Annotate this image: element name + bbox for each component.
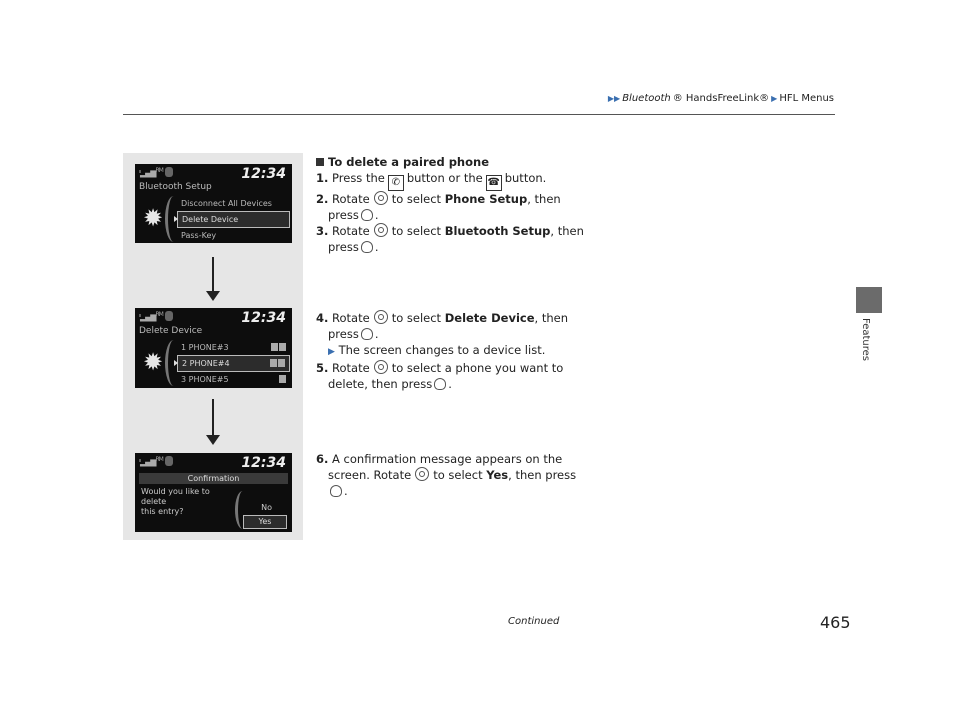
breadcrumb-item-bluetooth: Bluetooth xyxy=(622,93,671,104)
clock: 12:34 xyxy=(241,455,286,471)
step-6: 6. A confirmation message appears on the xyxy=(316,452,563,466)
device-list xyxy=(177,340,290,387)
flow-arrow xyxy=(205,399,221,445)
menu-item-delete-device[interactable]: Delete Device xyxy=(177,211,290,228)
phone-audio-icon xyxy=(271,343,286,351)
press-dial-icon xyxy=(330,485,342,497)
continued-label: Continued xyxy=(508,616,560,627)
bluetooth-icon xyxy=(165,167,173,177)
flow-arrow xyxy=(205,257,221,301)
pickup-icon: ☎ xyxy=(486,175,502,191)
breadcrumb xyxy=(608,93,834,104)
clock: 12:34 xyxy=(241,166,286,182)
section-tab xyxy=(856,287,882,313)
interface-dial-icon xyxy=(374,360,388,374)
screen-title: Bluetooth Setup xyxy=(139,182,212,192)
device-item-phone-5[interactable]: 3 PHONE#5 xyxy=(177,372,290,387)
bullet-square-icon xyxy=(316,158,324,166)
breadcrumb-arrow-icon: ▶▶ xyxy=(607,94,621,103)
dialog-title: Confirmation xyxy=(139,473,288,484)
section-label: Features xyxy=(860,318,871,361)
instructions-block-2: 4. Rotate to select Delete Device, then press . ▶ The screen changes to a device list. 5. Rotate to select a phone you want to delete, then press . xyxy=(316,310,576,392)
instructions-block-1: To delete a paired phone 1. Press the ✆ button or the ☎ button. 2. Rotate to select Phone Setup, then press . 3. Rotate to select Bluetooth Setup, then press . xyxy=(316,155,584,254)
menu-item-pass-key[interactable]: Pass-Key xyxy=(181,231,217,240)
press-dial-icon xyxy=(361,328,373,340)
signal-icon: ᴵᴵ▂▄▆$^{RM}$ xyxy=(139,456,163,467)
step-4-result: ▶ The screen changes to a device list. xyxy=(328,343,546,357)
phone-icon xyxy=(279,375,286,383)
step-2: 2. Rotate to select Phone Setup, then xyxy=(316,192,561,206)
press-dial-icon xyxy=(434,378,446,390)
phone-audio-icon xyxy=(270,359,285,367)
signal-icon: ᴵᴵ▂▄▆$^{RM}$ xyxy=(139,311,163,322)
menu-list xyxy=(177,196,290,243)
step-3: 3. Rotate to select Bluetooth Setup, then xyxy=(316,224,584,238)
step-5: 5. Rotate to select a phone you want to xyxy=(316,361,564,375)
result-arrow-icon: ▶ xyxy=(328,347,335,357)
dialog-message: Would you like to delete this entry? xyxy=(141,487,210,516)
menu-item-disconnect-all[interactable]: Disconnect All Devices xyxy=(181,199,272,208)
interface-dial-icon xyxy=(374,191,388,205)
clock: 12:34 xyxy=(241,310,286,326)
bluetooth-icon xyxy=(165,456,173,466)
yes-option[interactable]: Yes xyxy=(243,515,287,529)
screen-title: Delete Device xyxy=(139,326,203,336)
interface-dial-icon xyxy=(374,223,388,237)
gear-icon: ✹ xyxy=(143,204,164,232)
settings-graphic xyxy=(135,338,175,387)
no-option[interactable]: No xyxy=(261,503,272,512)
screen-bluetooth-setup xyxy=(135,164,292,243)
settings-graphic xyxy=(135,194,175,243)
screen-delete-device xyxy=(135,308,292,388)
press-dial-icon xyxy=(361,241,373,253)
device-item-phone-3[interactable]: 1 PHONE#3 xyxy=(177,340,290,355)
step-1: 1. Press the ✆ button or the ☎ button. xyxy=(316,170,576,191)
interface-dial-icon xyxy=(415,467,429,481)
instructions-block-3: 6. A confirmation message appears on the screen. Rotate to select Yes, then press . xyxy=(316,452,577,498)
press-dial-icon xyxy=(361,209,373,221)
breadcrumb-arrow-icon: ▶ xyxy=(771,94,778,103)
signal-icon: ᴵᴵ▂▄▆$^{RM}$ xyxy=(139,167,163,178)
breadcrumb-item-hfl-menus: HFL Menus xyxy=(779,93,834,104)
header-rule xyxy=(123,114,835,115)
page-number: 465 xyxy=(820,613,851,632)
breadcrumb-item-handsfreelink: ® HandsFreeLink® xyxy=(672,93,770,104)
section-heading: To delete a paired phone xyxy=(316,154,576,170)
phone-icon: ✆ xyxy=(388,175,404,191)
screen-confirmation xyxy=(135,453,292,532)
gear-icon: ✹ xyxy=(143,348,164,376)
bluetooth-icon xyxy=(165,311,173,321)
step-4: 4. Rotate to select Delete Device, then xyxy=(316,311,568,325)
device-item-phone-4[interactable]: 2 PHONE#4 xyxy=(177,355,290,372)
interface-dial-icon xyxy=(374,310,388,324)
